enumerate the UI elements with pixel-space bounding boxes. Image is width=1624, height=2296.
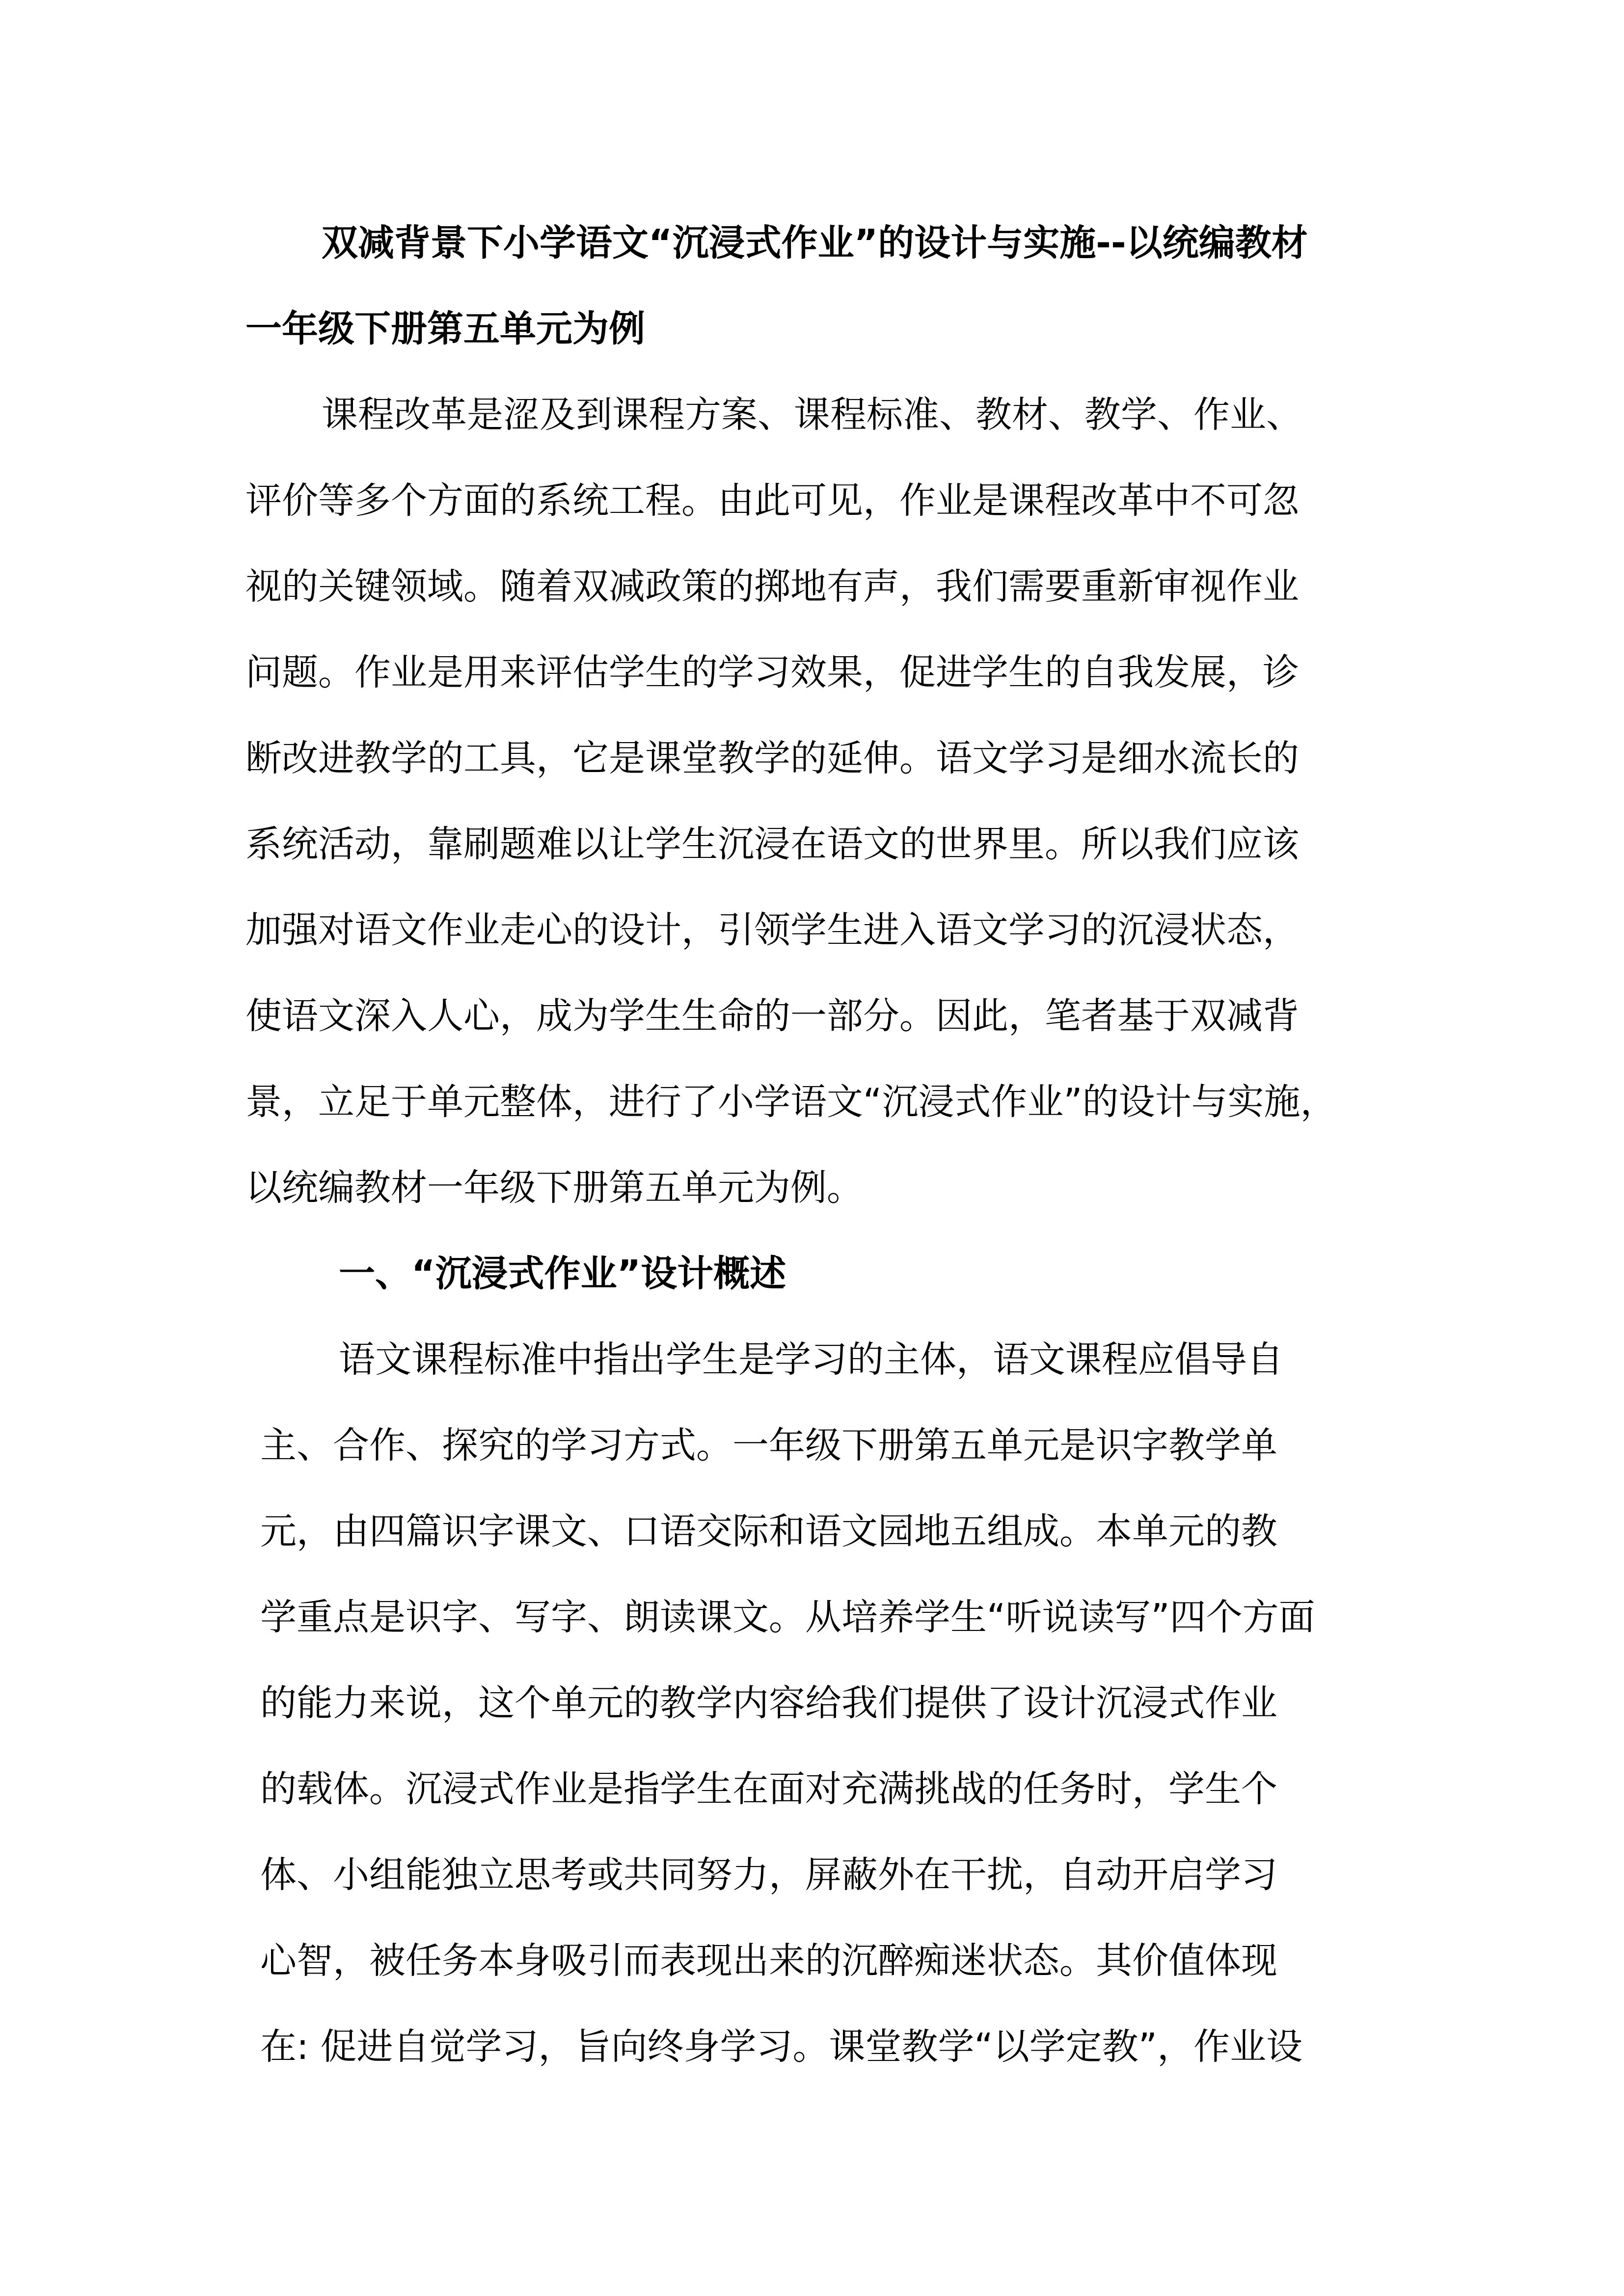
paragraph-1-line: 评价等多个方面的系统工程。由此可见，作业是课程改革中不可忽: [245, 480, 1299, 522]
paragraph-2-line: 在: 促进自觉学习，旨向终身学习。课堂教学“以学定教”，作业设: [260, 2026, 1303, 2068]
title-line-1: 双减背景下小学语文“沉浸式作业”的设计与实施--以统编教材: [322, 222, 1308, 264]
paragraph-1-line: 景，立足于单元整体，进行了小学语文“沉浸式作业”的设计与实施，: [245, 1081, 1337, 1123]
paragraph-1-line: 课程改革是涩及到课程方案、课程标准、教材、教学、作业、: [322, 394, 1302, 436]
paragraph-2-line: 的载体。沉浸式作业是指学生在面对充满挑战的任务时，学生个: [260, 1768, 1277, 1810]
paragraph-2-line: 体、小组能独立思考或共同努力，屏蔽外在干扰，自动开启学习: [260, 1854, 1277, 1896]
paragraph-1-line: 使语文深入人心，成为学生生命的一部分。因此，笔者基于双减背: [245, 995, 1299, 1037]
paragraph-2-line: 的能力来说，这个单元的教学内容给我们提供了设计沉浸式作业: [260, 1682, 1277, 1724]
paragraph-1-line: 断改进教学的工具，它是课堂教学的延伸。语文学习是细水流长的: [245, 737, 1299, 779]
paragraph-2-line: 心智，被任务本身吸引而表现出来的沉醉痴迷状态。其价值体现: [260, 1940, 1277, 1982]
paragraph-2-line: 元，由四篇识字课文、口语交际和语文园地五组成。本单元的教: [260, 1510, 1277, 1552]
paragraph-1-line: 以统编教材一年级下册第五单元为例。: [245, 1167, 863, 1209]
paragraph-2-line: 主、合作、探究的学习方式。一年级下册第五单元是识字教学单: [260, 1424, 1277, 1467]
paragraph-1-line: 加强对语文作业走心的设计，引领学生进入语文学习的沉浸状态，: [245, 909, 1299, 951]
paragraph-2-line: 语文课程标准中指出学生是学习的主体，语文课程应倡导自: [339, 1338, 1283, 1381]
paragraph-1-line: 问题。作业是用来评估学生的学习效果，促进学生的自我发展，诊: [245, 651, 1299, 694]
paragraph-2-line: 学重点是识字、写字、朗读课文。从培养学生“听说读写”四个方面: [260, 1596, 1315, 1638]
section-heading: 一、“沉浸式作业”设计概述: [339, 1253, 786, 1295]
paragraph-1-line: 系统活动，靠刷题难以让学生沉浸在语文的世界里。所以我们应该: [245, 823, 1299, 865]
title-line-2: 一年级下册第五单元为例: [245, 308, 645, 350]
paragraph-1-line: 视的关键领域。随着双减政策的掷地有声，我们需要重新审视作业: [245, 565, 1299, 608]
